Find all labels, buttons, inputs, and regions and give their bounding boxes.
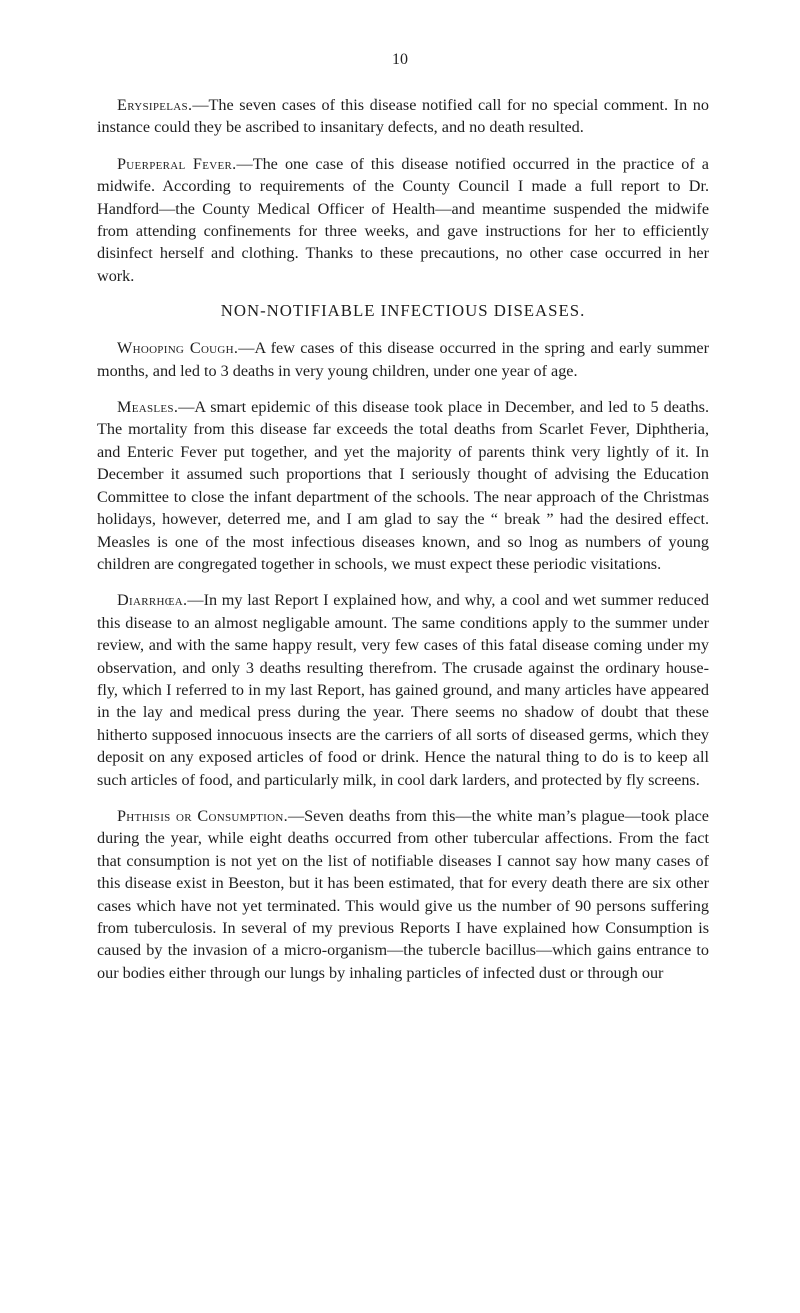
paragraph-text: —A smart epidemic of this disease took place in December, and led to 5 deaths. The mortality from this disease far exceeds the total deaths from Scarlet Fever, Diphtheria, and Enteric Fever put together, and yet the majority of parents think very lightly of it. In December it assumed such proportions that I seriously thought of advising the Education Committee to close the infant department of the schools. The near approach of the Christmas holidays, however, deterred me, and I am glad to say the “ break ” had the desired effect. Measles is one of the most infectious diseases known, and so lnog as numbers of young children are congregated together in schools, we must expect these periodic visitations.	[97, 398, 709, 573]
paragraph-phthisis	[97, 805, 709, 984]
paragraph-erysipelas	[97, 94, 709, 139]
run-in-heading: Measles.	[117, 398, 179, 417]
paragraph-text: —The seven cases of this disease notified call for no special comment. In no instance could they be ascribed to insanitary defects, and no death resulted.	[97, 96, 709, 137]
paragraph-diarrhoea	[97, 589, 709, 791]
section-heading: NON-NOTIFIABLE INFECTIOUS DISEASES.	[220, 301, 586, 321]
paragraph-text: —In my last Report I explained how, and why, a cool and wet summer reduced this disease to an almost negligable amount. The same conditions apply to the summer under review, and with the same happy result, very few cases of this fatal disease coming under my observation, and only 3 deaths resulting therefrom. The crusade against the ordinary house-fly, which I referred to in my last Report, has gained ground, and many articles have appeared in the lay and medical press during the year. There seems no shadow of doubt that these hitherto supposed innocuous insects are the carriers of all sorts of diseased germs, which they deposit on any exposed articles of food or drink. Hence the natural thing to do is to keep all such articles of food, and particularly milk, in cool dark larders, and protected by fly screens.	[97, 591, 709, 789]
page-body	[97, 94, 709, 998]
run-in-heading: Erysipelas.	[117, 96, 193, 114]
page-number: 10	[392, 51, 408, 68]
paragraph-text: —The one case of this disease notified occurred in the practice of a midwife. According to requirements of the County Council I made a full report to Dr. Handford—the County Medical Officer of Health—and meantime suspended the midwife from attending confinements for three weeks, and gave instructions for her to efficiently disinfect herself and clothing. Thanks to these precautions, no other case occurred in her work.	[97, 154, 709, 285]
paragraph-puerperal-fever	[97, 153, 709, 287]
run-in-heading: Diarrhœa.	[117, 591, 188, 610]
paragraph-text: —Seven deaths from this—the white man’s plague—took place during the year, while eight deaths occurred from other tubercular affections. From the fact that consumption is not yet on the list of notifiable diseases I cannot say how many cases of this disease exist in Beeston, but it has been estimated, that for every death there are six other cases which have not yet terminated. This would give us the number of 90 persons suffering from tuberculosis. In several of my previous Reports I have explained how Consumption is caused by the invasion of a micro-organism—the tubercle bacillus—which gains entrance to our bodies either through our lungs by inhaling particles of infected dust or through our	[97, 806, 709, 982]
paragraph-measles	[97, 396, 709, 575]
run-in-heading: Puerperal Fever.	[117, 154, 237, 173]
run-in-heading: Phthisis or Consumption.	[117, 806, 288, 825]
run-in-heading: Whooping Cough.	[117, 339, 239, 358]
paragraph-whooping-cough	[97, 337, 709, 382]
paragraph-text: —A few cases of this disease occurred in the spring and early summer months, and led to 3 deaths in very young children, under one year of age.	[97, 339, 709, 380]
